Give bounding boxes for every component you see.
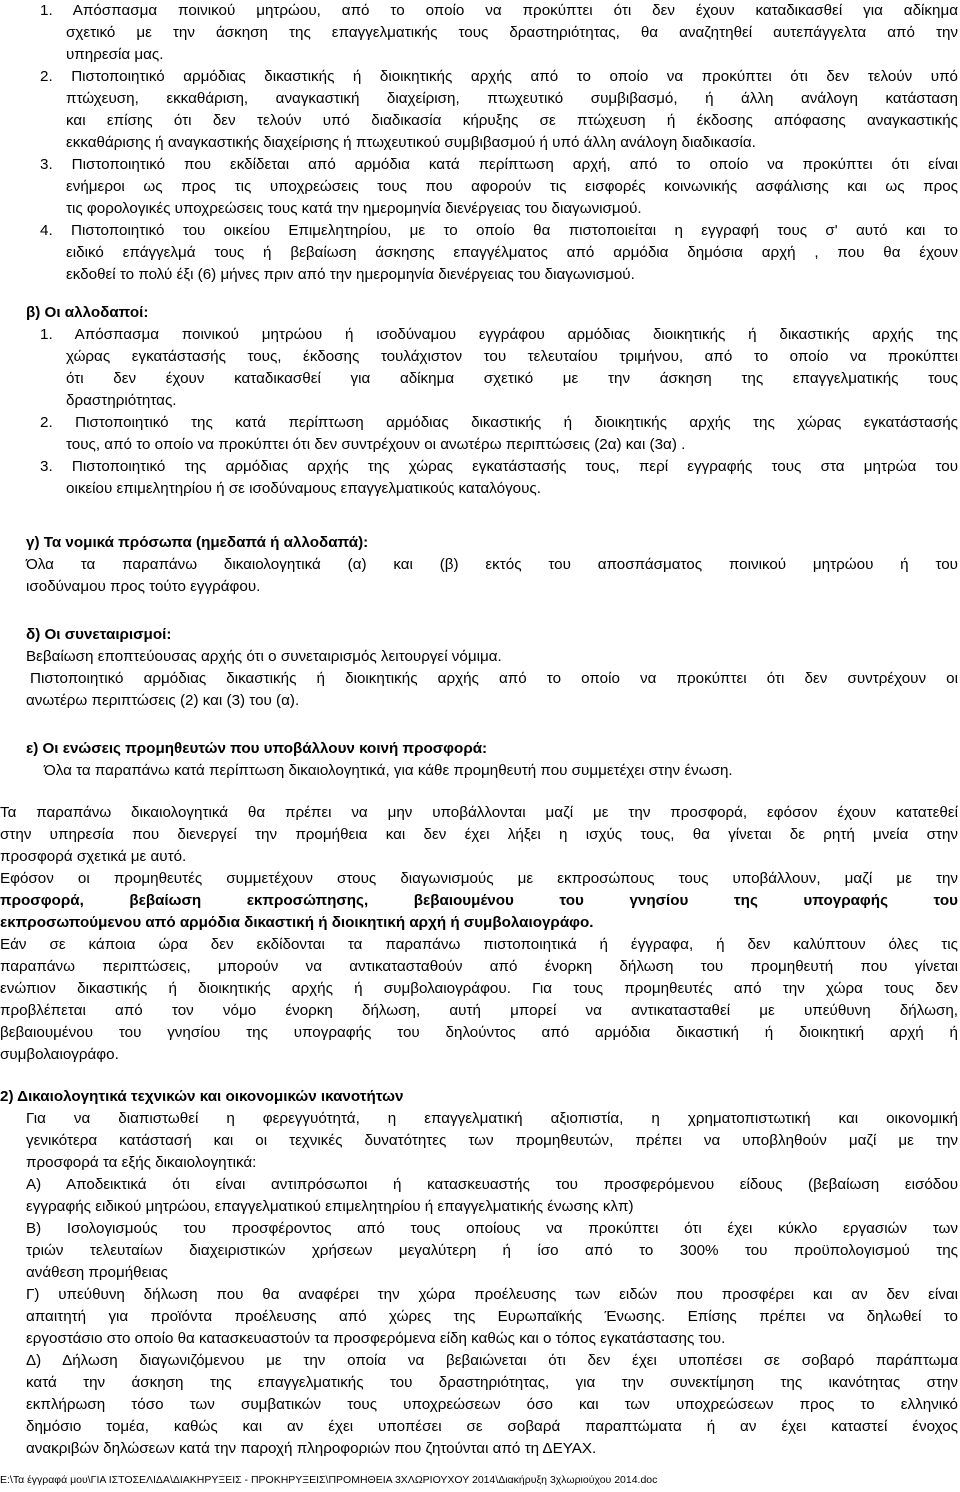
text-line: 3. Πιστοποιητικό της αρμόδιας αρχής της χώρας εγκατάστασής τους, περί εγγραφής τους στα μητρώα του: [40, 458, 958, 475]
text-line: εργοστάσιο στο οποίο θα κατασκευαστούν τα προσφερόμενα είδη καθώς και ο τόπος εγκατάστασης του.: [26, 1330, 726, 1347]
text-line: τις φορολογικές υποχρεώσεις τους κατά την ημερομηνία διενέργειας του διαγωνισμού.: [66, 200, 642, 217]
text-line: γενικότερα κατάστασή και οι τεχνικές δυνατότητες των προμηθευτών, πρέπει να υποβληθούν μαζί με την: [26, 1132, 958, 1149]
text-line: κατά την άσκηση της επαγγελματικής του δραστηριότητας, για την συνεκτίμηση της ικανότητας στην: [26, 1374, 958, 1391]
text-line: και επίσης ότι δεν τελούν υπό διαδικασία κήρυξης σε πτώχευση ή έκδοσης απόφασης αναγκαστικής: [66, 112, 958, 129]
text-line: Όλα τα παραπάνω κατά περίπτωση δικαιολογητικά, για κάθε προμηθευτή που συμμετέχει στην ένωση.: [44, 762, 733, 779]
text-line: ειδικό επάγγελμά τους ή βεβαίωση άσκησης επαγγέλματος από αρμόδια δημόσια αρχή , που θα έχουν: [66, 244, 958, 261]
text-line: Βεβαίωση εποπτεύουσας αρχής ότι ο συνεταιρισμός λειτουργεί νόμιμα.: [26, 648, 502, 665]
text-line: εκπλήρωση τόσο των συμβατικών τους υποχρεώσεων όσο και των υποχρεώσεων προς το ελληνικό: [26, 1396, 958, 1413]
text-line: πτώχευση, εκκαθάριση, αναγκαστική διαχείριση, πτωχευτικό συμβιβασμό, ή άλλη ανάλογη κατάσταση: [66, 90, 958, 107]
text-line: Β) Ισολογισμούς του προσφέροντος από τους οποίους να προκύπτει ότι έχει κύκλο εργασιών των: [26, 1220, 958, 1237]
text-line: δημόσιο τομέα, καθώς και αν έχει υποπέσει σε σοβαρά παραπτώματα ή αν έχει καταστεί ένοχος: [26, 1418, 958, 1435]
text-line: εκκαθάρισης ή αναγκαστικής διαχείρισης ή πτωχευτικού συμβιβασμού ή υπό άλλη ανάλογη διαδικασία.: [66, 134, 756, 151]
text-line: υπηρεσία μας.: [66, 46, 164, 63]
text-line: ανακριβών δηλώσεων κατά την παροχή πληροφοριών που ζητούνται από τη ΔΕΥΑΧ.: [26, 1440, 597, 1457]
section-heading: β) Οι αλλοδαποί:: [26, 304, 149, 321]
text-line: ανωτέρω περιπτώσεις (2) και (3) του (α).: [26, 692, 300, 709]
text-line: τους, από το οποίο να προκύπτει ότι δεν συντρέχουν οι ανωτέρω περιπτώσεις (2α) και (3α) .: [66, 436, 686, 453]
text-line: 4. Πιστοποιητικό του οικείου Επιμελητηρίου, με το οποίο θα πιστοποιείται η εγγραφή τους σ' αυτό και το: [40, 222, 958, 239]
text-line: 2. Πιστοποιητικό αρμόδιας δικαστικής ή διοικητικής αρχής από το οποίο να προκύπτει ότι δεν τελούν υπό: [40, 68, 958, 85]
text-line: 1. Απόσπασμα ποινικού μητρώου ή ισοδύναμου εγγράφου αρμόδιας διοικητικής ή δικαστικής αρχής της: [40, 326, 958, 343]
text-line: Εφόσον οι προμηθευτές συμμετέχουν στους διαγωνισμούς με εκπροσώπους τους υποβάλλουν, μαζί με την: [0, 870, 958, 887]
text-line: ανάθεση προμήθειας: [26, 1264, 168, 1281]
section-heading: 2) Δικαιολογητικά τεχνικών και οικονομικών ικανοτήτων: [0, 1088, 404, 1105]
text-line: ισοδύναμου προς τούτο εγγράφου.: [26, 578, 261, 595]
text-line: παραπάνω περιπτώσεις, μπορούν να αντικατασταθούν από ένορκη δήλωση του προμηθευτή που γίνεται: [0, 958, 958, 975]
text-line: εγγραφής ειδικού μητρώου, επαγγελματικού επιμελητηρίου ή επαγγελματικής ένωσης κλπ): [26, 1198, 634, 1215]
text-line: προσφορά σχετικά με αυτό.: [0, 848, 187, 865]
text-line: συμβολαιογράφο.: [0, 1046, 119, 1063]
text-line: προβλέπεται από τον νόμο ένορκη δήλωση, αυτή μπορεί να αντικατασταθεί με υπεύθυνη δήλωση,: [0, 1002, 958, 1019]
text-line: προσφορά, βεβαίωση εκπροσώπησης, βεβαιουμένου του γνησίου της υπογραφής του: [0, 892, 958, 909]
footer-file-path: E:\Τα έγγραφά μου\ΓΙΑ ΙΣΤΟΣΕΛΙΔΑ\ΔΙΑΚΗΡΥΞΕΙΣ - ΠΡΟΚΗΡΥΞΕΙΣ\ΠΡΟΜΗΘΕΙΑ 3ΧΛΩΡΙΟΥΧΟΥ 2014\Διακήρυξη 3χλωριούχου 2014.doc: [0, 1474, 658, 1486]
text-line: σχετικό με την άσκηση της επαγγελματικής τους δραστηριότητας, θα αναζητηθεί αυτεπάγγελτα από την: [66, 24, 958, 41]
text-line: τριών τελευταίων διαχειριστικών χρήσεων μεγαλύτερη ή ίσο από το 300% του προϋπολογισμού της: [26, 1242, 958, 1259]
text-line: ενώπιον δικαστικής ή διοικητικής αρχής ή συμβολαιογράφου. Για τους προμηθευτές από την χώρα τους δεν: [0, 980, 958, 997]
text-line: στην υπηρεσία που διενεργεί την προμήθεια και δεν έχει λήξει η ισχύς τους, θα γίνεται δε ρητή μνεία στην: [0, 826, 958, 843]
text-line: 2. Πιστοποιητικό της κατά περίπτωση αρμόδιας δικαστικής ή διοικητικής αρχής της χώρας εγκατάστασής: [40, 414, 958, 431]
section-heading: ε) Οι ενώσεις προμηθευτών που υποβάλλουν κοινή προσφορά:: [26, 740, 488, 757]
text-line: ενήμεροι ως προς τις υποχρεώσεις τους που αφορούν τις εισφορές κοινωνικής ασφάλισης και ως προς: [66, 178, 958, 195]
text-line: απαιτητή για προϊόντα προέλευσης από χώρες της Ευρωπαϊκής Ένωσης. Επίσης πρέπει να δηλωθεί το: [26, 1308, 958, 1325]
text-line: δραστηριότητας.: [66, 392, 177, 409]
text-line: Γ) υπεύθυνη δήλωση που θα αναφέρει την χώρα προέλευσης των ειδών που προσφέρει και αν δεν είναι: [26, 1286, 958, 1303]
text-line: 3. Πιστοποιητικό που εκδίδεται από αρμόδια κατά περίπτωση αρχή, από το οποίο να προκύπτει ότι είναι: [40, 156, 958, 173]
text-line: βεβαιουμένου του γνησίου της υπογραφής του δηλούντος από αρμόδια δικαστική ή διοικητική αρχή ή: [0, 1024, 958, 1041]
text-line: Πιστοποιητικό αρμόδιας δικαστικής ή διοικητικής αρχής από το οποίο να προκύπτει ότι δεν συντρέχουν οι: [30, 670, 958, 687]
text-line: Δ) Δήλωση διαγωνιζόμενου με την οποία να βεβαιώνεται ότι δεν έχει υποπέσει σε σοβαρό παράπτωμα: [26, 1352, 958, 1369]
text-line: Τα παραπάνω δικαιολογητικά θα πρέπει να μην υποβάλλονται μαζί με την προσφορά, εφόσον έχουν κατατεθεί: [0, 804, 958, 821]
text-line: οικείου επιμελητηρίου ή σε ισοδύναμους επαγγελματικούς καταλόγους.: [66, 480, 541, 497]
section-heading: δ) Οι συνεταιρισμοί:: [26, 626, 172, 643]
text-line: εκδοθεί το πολύ έξι (6) μήνες πριν από την ημερομηνία διενέργειας του διαγωνισμού.: [66, 266, 635, 283]
text-line: εκπροσωπούμενου από αρμόδια δικαστική ή διοικητική αρχή ή συμβολαιογράφο.: [0, 914, 594, 931]
text-line: 1. Απόσπασμα ποινικού μητρώου, από το οποίο να προκύπτει ότι δεν έχουν καταδικασθεί για αδίκημα: [40, 2, 958, 19]
text-line: προσφορά τα εξής δικαιολογητικά:: [26, 1154, 257, 1171]
text-line: ότι δεν έχουν καταδικασθεί για αδίκημα σχετικό με την άσκηση της επαγγελματικής τους: [66, 370, 958, 387]
text-line: Για να διαπιστωθεί η φερεγγυότητά, η επαγγελματική αξιοπιστία, η χρηματοπιστωτική και οικονομική: [26, 1110, 958, 1127]
section-heading: γ) Τα νομικά πρόσωπα (ημεδαπά ή αλλοδαπά):: [26, 534, 369, 551]
text-line: Όλα τα παραπάνω δικαιολογητικά (α) και (β) εκτός του αποσπάσματος ποινικού μητρώου ή του: [26, 556, 958, 573]
text-line: χώρας εγκατάστασής τους, έκδοσης τουλάχιστον του τελευταίου τριμήνου, από το οποίο να προκύπτει: [66, 348, 958, 365]
text-line: Εάν σε κάποια ώρα δεν εκδίδονται τα παραπάνω πιστοποιητικά ή έγγραφα, ή δεν καλύπτουν όλες τις: [0, 936, 958, 953]
text-line: Α) Αποδεικτικά ότι είναι αντιπρόσωποι ή κατασκευαστής του προσφερόμενου είδους (βεβαίωση εισόδου: [26, 1176, 958, 1193]
